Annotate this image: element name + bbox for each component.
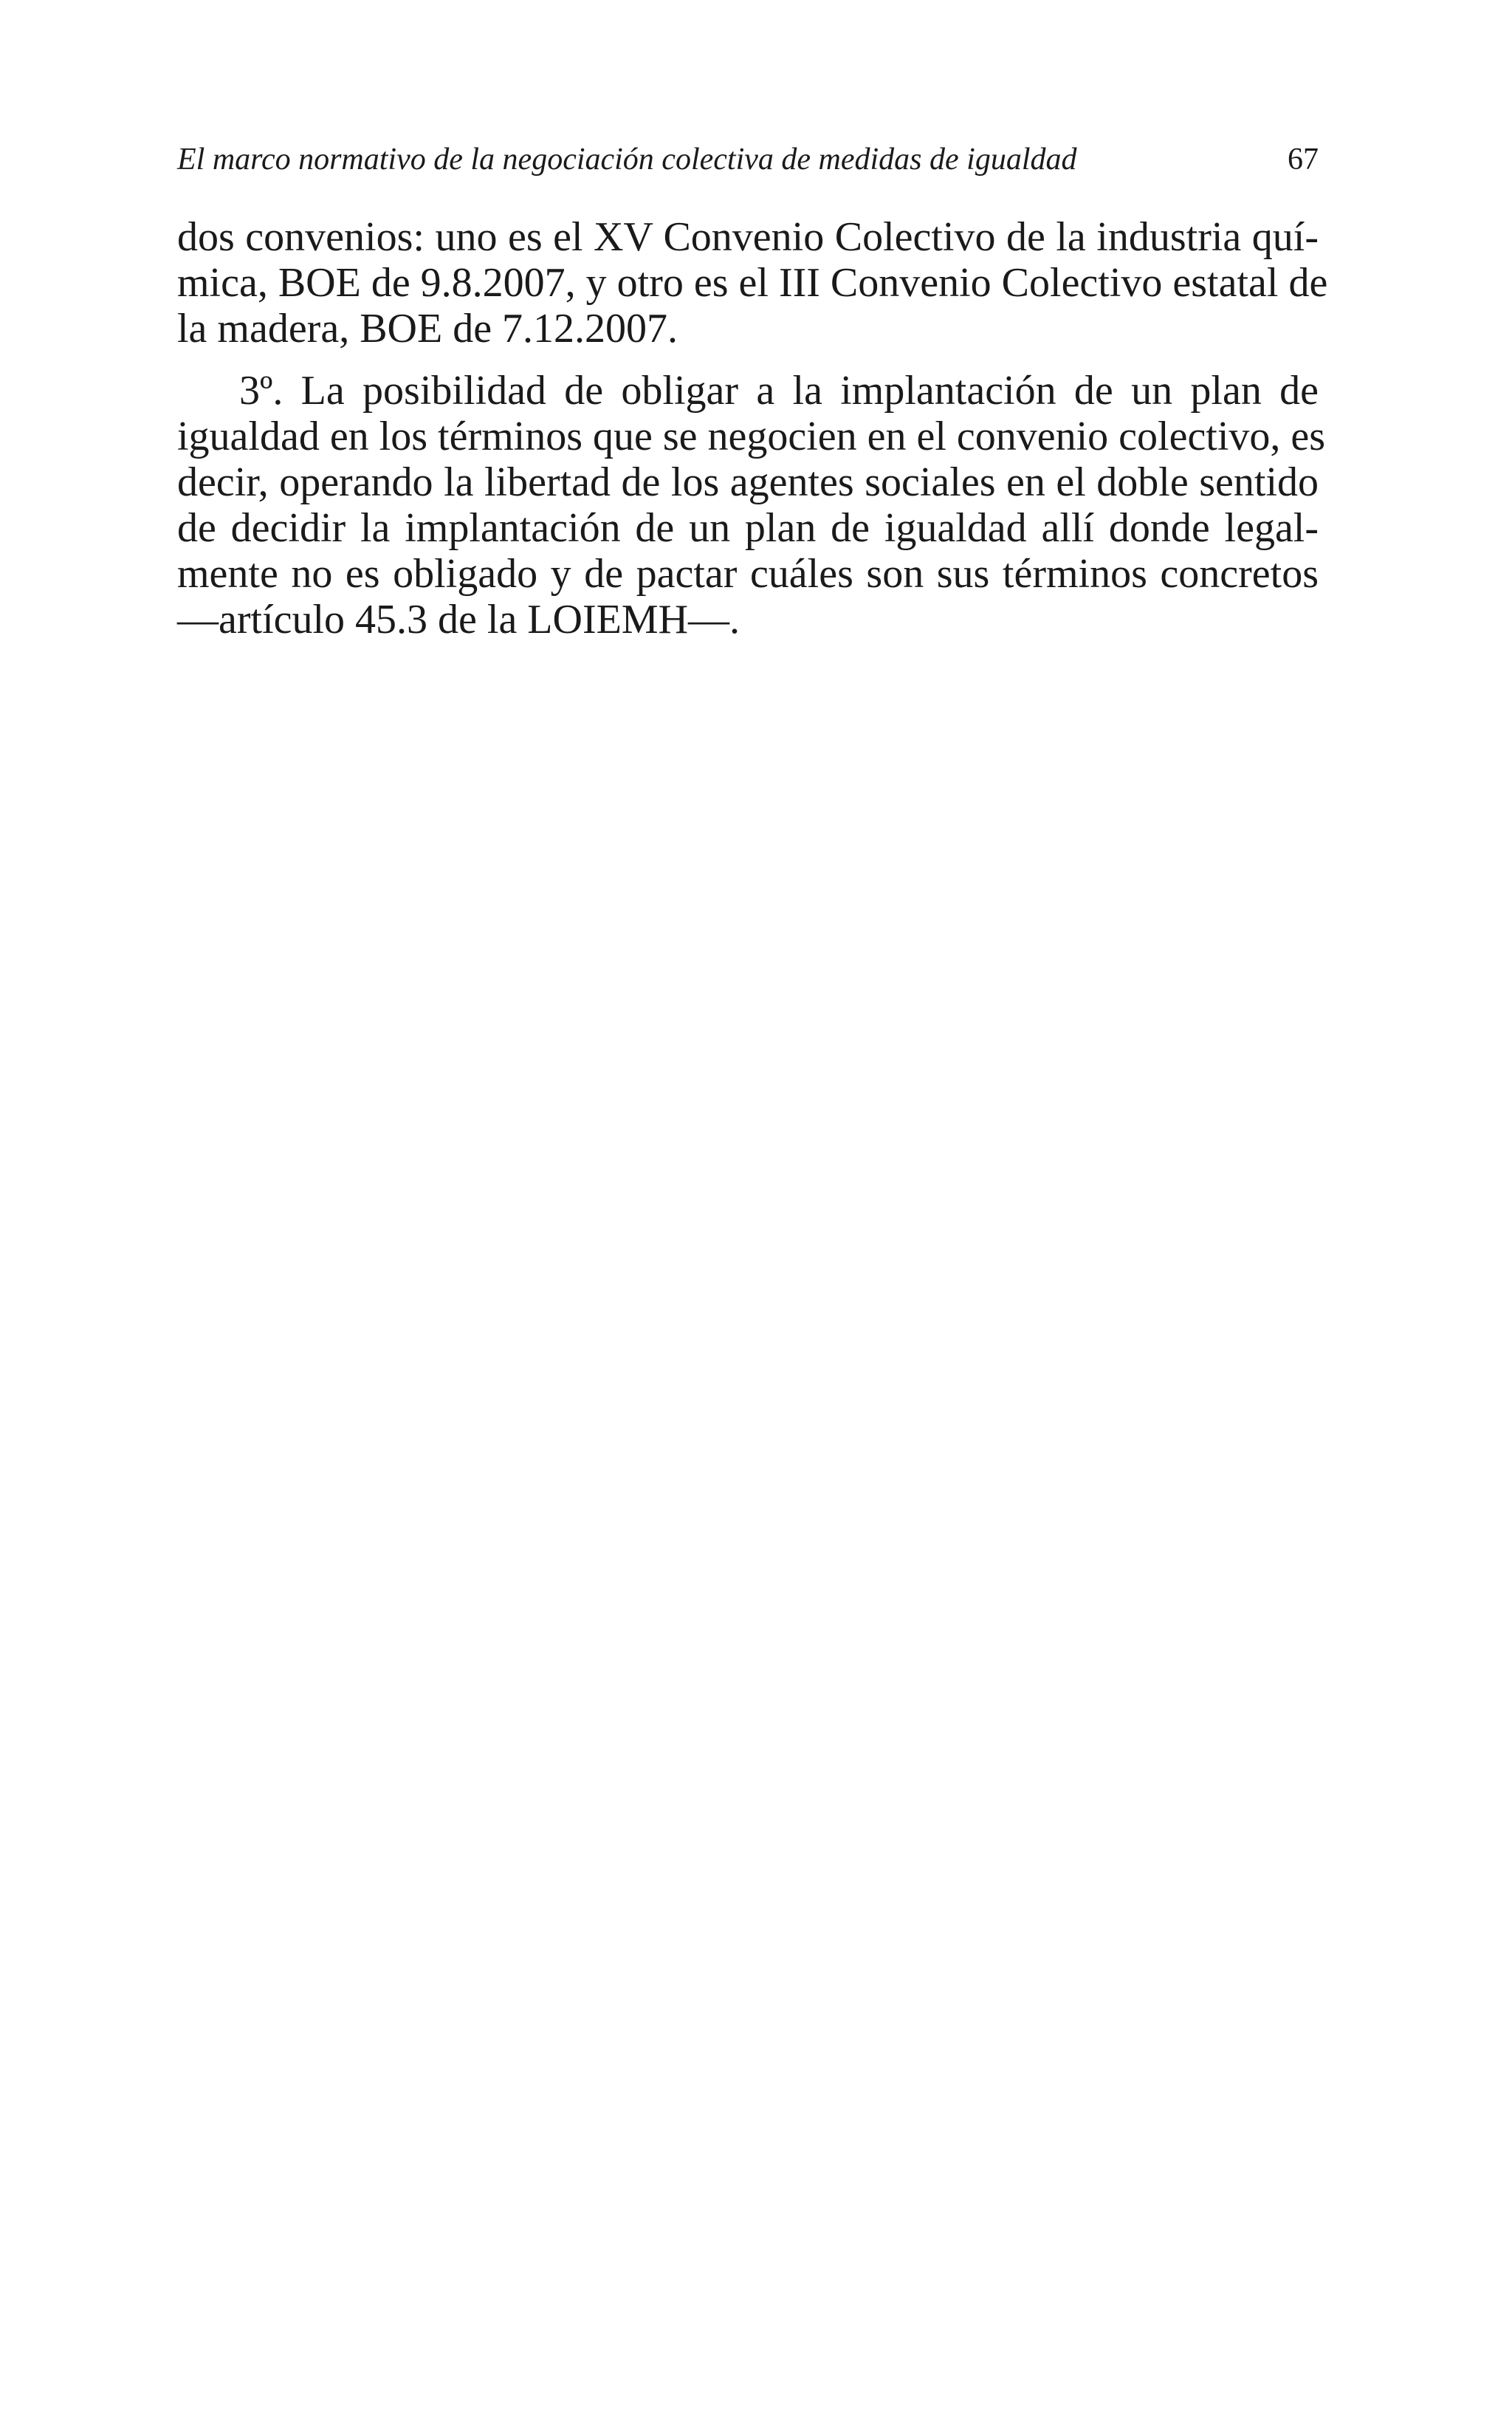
page-number: 67 [1288,143,1319,177]
text-line: decir, operando la libertad de los agentes sociales en el doble sentido [177,459,1319,505]
body-text [177,214,1328,643]
text-line: de decidir la implantación de un plan de igualdad allí donde legal- [177,505,1319,551]
running-header [177,137,1319,182]
text-line: dos convenios: uno es el XV Convenio Colectivo de la industria quí- [177,214,1319,260]
paragraph-point-3 [177,368,1326,643]
text-line: la madera, BOE de 7.12.2007. [177,306,678,352]
paragraph-continuation [177,214,1328,352]
text-line: mica, BOE de 9.8.2007, y otro es el III Convenio Colectivo estatal de [177,260,1328,306]
text-line: —artículo 45.3 de la LOIEMH—. [177,597,740,643]
text-line: 3º. La posibilidad de obligar a la implantación de un plan de [239,368,1319,414]
running-title: El marco normativo de la negociación colectiva de medidas de igualdad [177,143,1077,177]
text-line: mente no es obligado y de pactar cuáles son sus términos concretos [177,551,1319,597]
text-line: igualdad en los términos que se negocien en el convenio colectivo, es [177,414,1326,459]
